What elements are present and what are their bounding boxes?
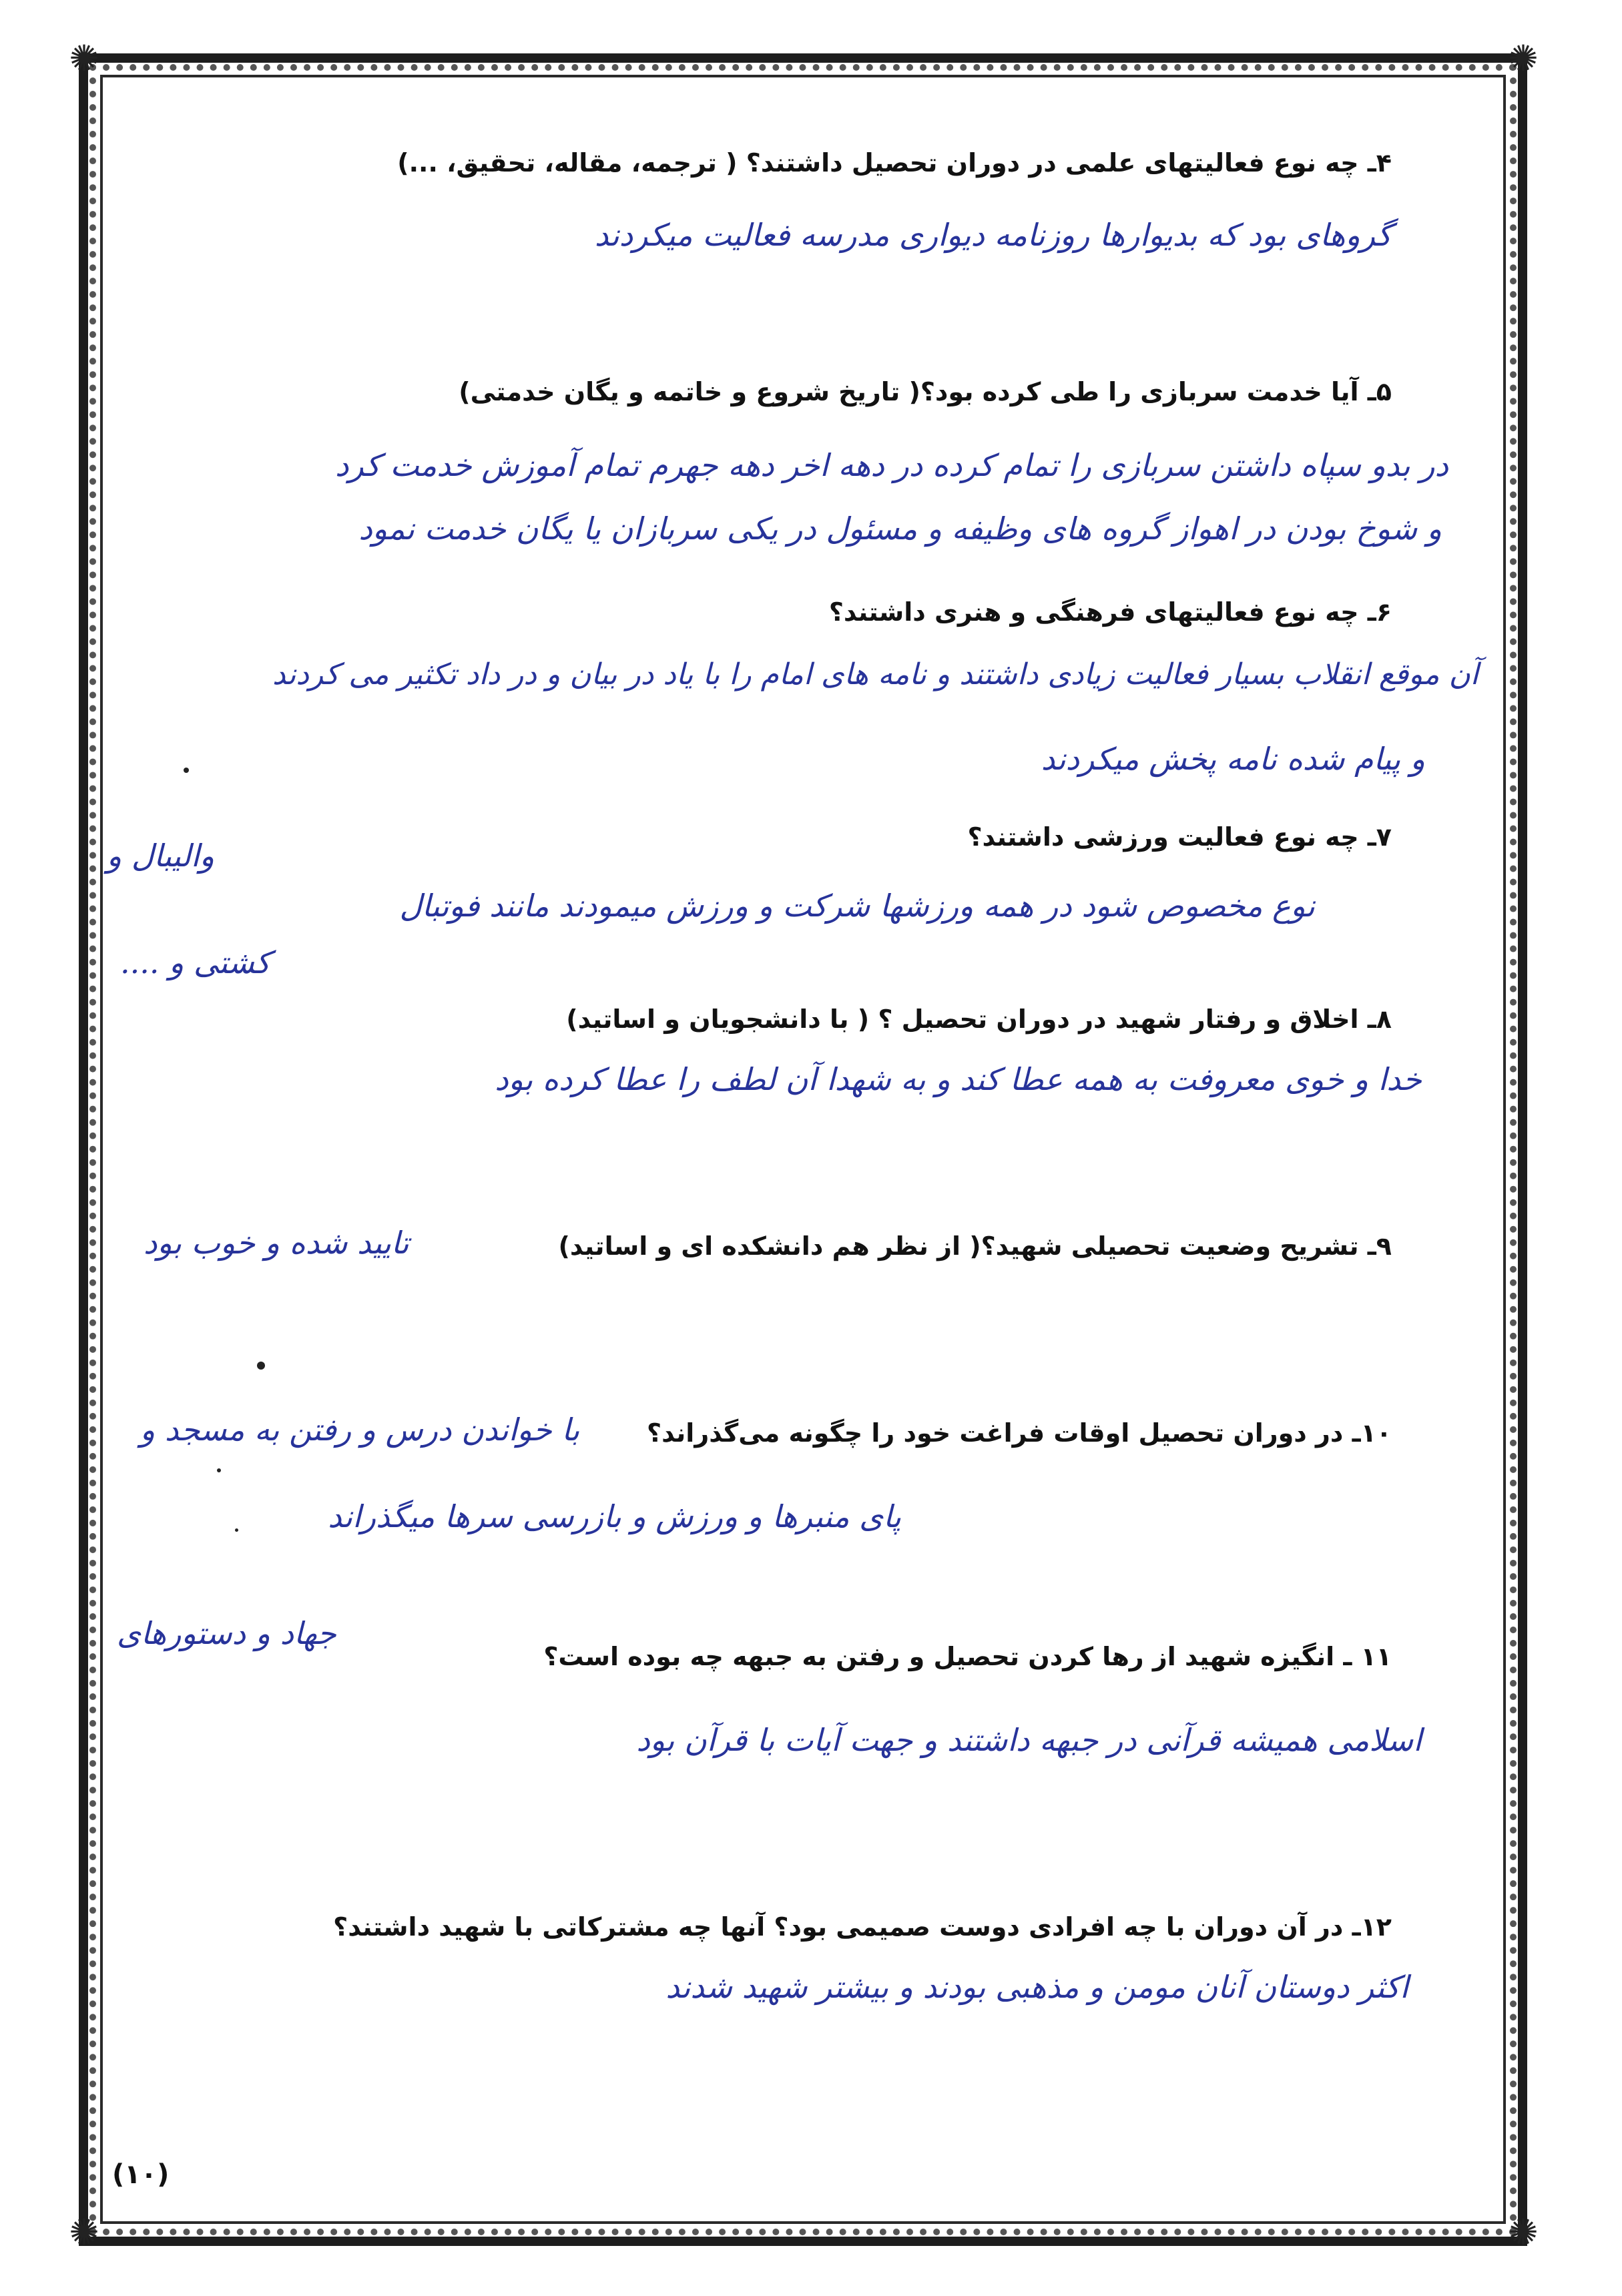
answer-7-line-1: والیبال و [107,838,215,874]
question-11: ۱۱ ـ انگیزه شهید از رها کردن تحصیل و رفتن به جبهه چه بوده است؟ [543,1642,1392,1671]
question-10: ۱۰ـ در دوران تحصیل اوقات فراغت خود را چگونه می‌گذراند؟ [647,1418,1392,1448]
answer-8-line-1: خدا و خوی معروفت به همه عطا کند و به شهدا آن لطف را عطا کرده بود [495,1061,1422,1097]
corner-ornament-top-left: ✺ [69,37,99,79]
corner-ornament-bottom-right: ✺ [1508,2211,1539,2253]
question-7: ۷ـ چه نوع فعالیت ورزشی داشتند؟ [967,822,1392,852]
answer-12-line-1: اکثر دوستان آنان مومن و مذهبی بودند و بیشتر شهید شدند [665,1969,1408,2005]
corner-ornament-bottom-left: ✺ [69,2211,99,2253]
scan-speck [257,1362,265,1370]
answer-10-line-1: با خواندن درس و رفتن به مسجد و [140,1412,580,1448]
scan-speck [217,1468,221,1472]
answer-7-line-3: کشتی و .... [120,944,271,980]
answer-11-line-2: اسلامی همیشه قرآنی در جبهه داشتند و جهت آیات با قرآن بود [636,1722,1422,1758]
answer-4-line-1: گروهای بود که بدیوارها روزنامه دیواری مدرسه فعالیت میکردند [594,217,1392,253]
answer-11-line-1: جهاد و دستورهای [117,1615,336,1651]
answer-5-line-1: در بدو سپاه داشتن سربازی را تمام کرده در دهه اخر دهه جهرم تمام آموزش خدمت کرد [335,447,1448,483]
question-6: ۶ـ چه نوع فعالیتهای فرهنگی و هنری داشتند؟ [828,597,1392,627]
scan-speck [184,768,189,773]
question-12: ۱۲ـ در آن دوران با چه افرادی دوست صمیمی بود؟ آنها چه مشترکاتی با شهید داشتند؟ [333,1912,1392,1942]
answer-10-line-2: پای منبرها و ورزش و بازرسی سرها میگذراند [328,1498,901,1534]
answer-7-line-2: نوع مخصوص شود در همه ورزشها شرکت و ورزش میمودند مانند فوتبال [399,888,1315,924]
question-4: ۴ـ چه نوع فعالیتهای علمی در دوران تحصیل داشتند؟ ( ترجمه، مقاله، تحقیق، ...) [397,148,1392,178]
answer-9-line-1: تایید شده و خوب بود [144,1225,409,1261]
answer-5-line-2: و شوخ بودن در اهواز گروه های وظیفه و مسئول در یکی سربازان یا یگان خدمت نمود [358,511,1442,547]
corner-ornament-top-right: ✺ [1508,37,1539,79]
scan-speck [235,1528,238,1532]
answer-6-line-1: آن موقع انقلاب بسیار فعالیت زیادی داشتند و نامه های امام را با یاد در بیان و در داد تکثیر می کردند [272,657,1478,691]
answer-6-line-2: و پیام شده نامه پخش میکردند [1041,741,1425,777]
page-number: (۱۰) [112,2159,170,2190]
question-9: ۹ـ تشریح وضعیت تحصیلی شهید؟( از نظر هم دانشکده ای و اساتید) [558,1231,1392,1261]
question-8: ۸ـ اخلاق و رفتار شهید در دوران تحصیل ؟ ( با دانشجویان و اساتید) [566,1005,1392,1034]
question-5: ۵ـ آیا خدمت سربازی را طی کرده بود؟( تاریخ شروع و خاتمه و یگان خدمتی) [459,377,1392,406]
